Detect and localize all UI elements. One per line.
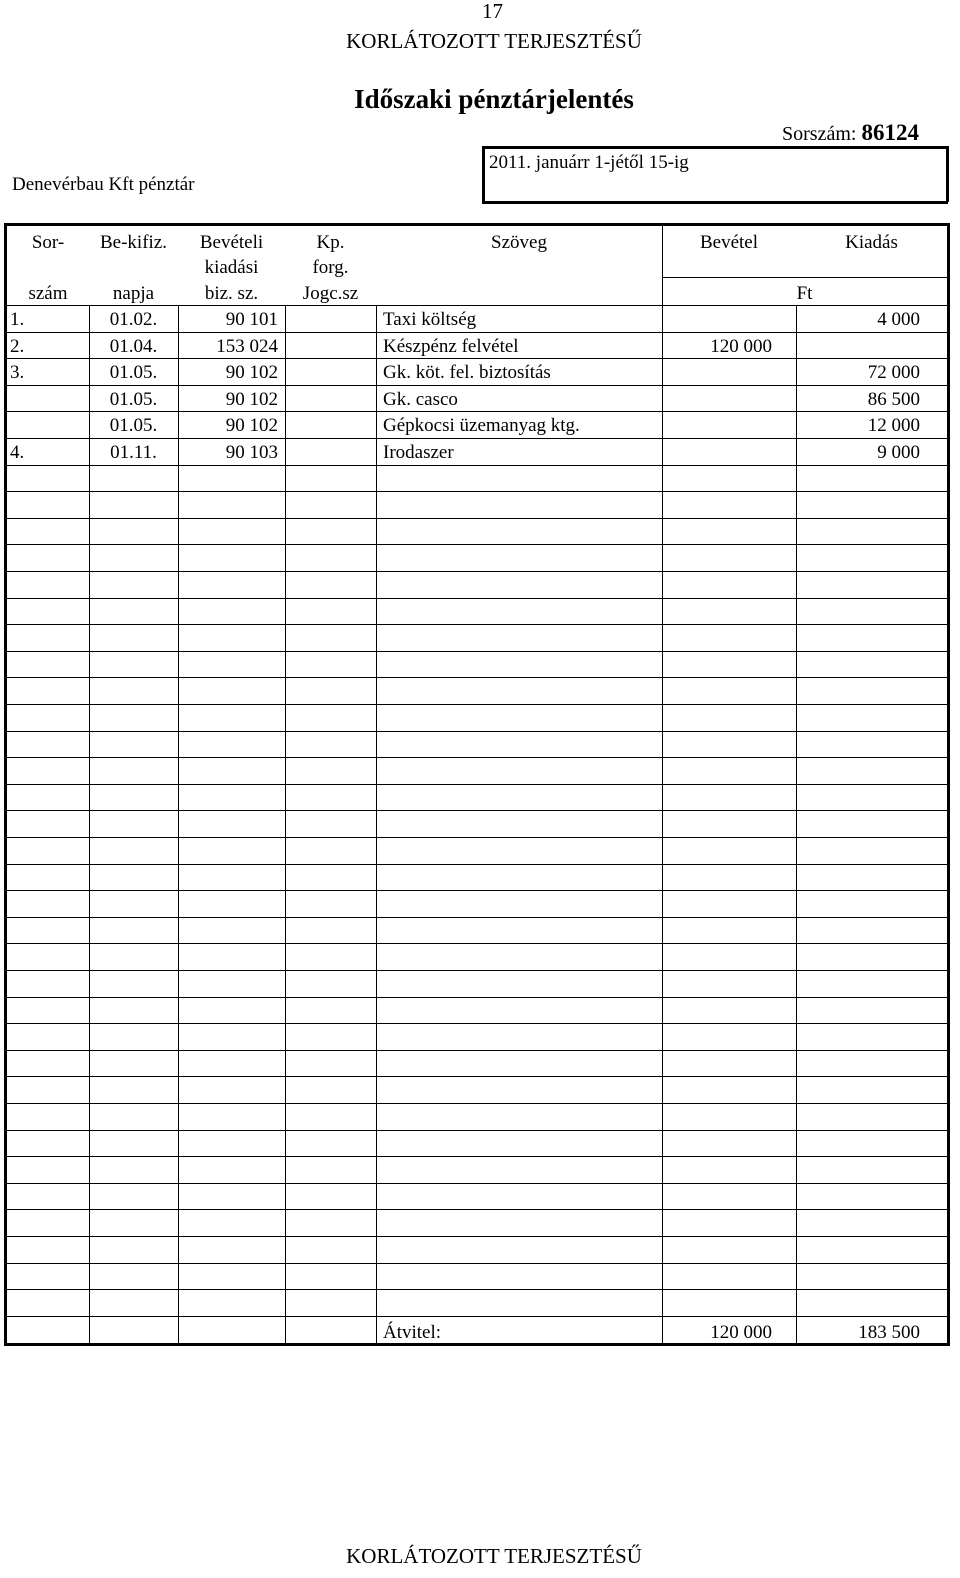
row-grid-line xyxy=(7,411,947,412)
period-box-right xyxy=(946,146,949,202)
header-kiadasi: kiadási xyxy=(204,257,259,278)
cell-sor: 2. xyxy=(10,336,25,357)
cell-szoveg: Irodaszer xyxy=(383,442,454,463)
row-grid-line xyxy=(7,864,947,865)
footer-kiadas-total: 183 500 xyxy=(858,1322,920,1343)
cell-sor: 4. xyxy=(10,442,25,463)
row-grid-line xyxy=(7,837,947,838)
row-grid-line xyxy=(7,571,947,572)
header-currency: Ft xyxy=(796,283,813,304)
cell-biz: 90 102 xyxy=(225,389,278,410)
cell-napja: 01.05. xyxy=(109,389,158,410)
cell-napja: 01.05. xyxy=(109,415,158,436)
row-grid-line xyxy=(7,757,947,758)
cell-szoveg: Gépkocsi üzemanyag ktg. xyxy=(383,415,580,436)
column-line-4 xyxy=(376,305,377,1343)
cell-biz: 153 024 xyxy=(216,336,278,357)
row-grid-line xyxy=(7,1103,947,1104)
table-border-right xyxy=(947,223,950,1346)
cell-napja: 01.11. xyxy=(110,442,157,463)
cell-sor: 1. xyxy=(10,309,25,330)
header-jogc: Jogc.sz xyxy=(302,283,359,304)
cell-szoveg: Gk. casco xyxy=(383,389,458,410)
header-bottom-line xyxy=(7,305,947,306)
row-grid-line xyxy=(7,1263,947,1264)
period-box-top xyxy=(482,146,948,149)
row-grid-line xyxy=(7,385,947,386)
header-kiadas: Kiadás xyxy=(845,232,898,253)
row-grid-line xyxy=(7,677,947,678)
cell-kiadas: 86 500 xyxy=(867,389,920,410)
cell-kiadas: 4 000 xyxy=(877,309,920,330)
cell-biz: 90 102 xyxy=(225,415,278,436)
restriction-notice-top: KORLÁTOZOTT TERJESZTÉSŰ xyxy=(346,29,642,53)
cell-napja: 01.05. xyxy=(109,362,158,383)
cell-sor: 3. xyxy=(10,362,25,383)
table-border-bottom xyxy=(4,1343,950,1346)
period-box-left xyxy=(482,146,485,202)
row-grid-line xyxy=(7,598,947,599)
cell-szoveg: Készpénz felvétel xyxy=(383,336,519,357)
cell-napja: 01.04. xyxy=(109,336,158,357)
row-grid-line xyxy=(7,810,947,811)
page-number: 17 xyxy=(482,0,503,23)
header-bekifiz: Be-kifiz. xyxy=(99,232,167,253)
row-grid-line xyxy=(7,1023,947,1024)
restriction-notice-bottom: KORLÁTOZOTT TERJESZTÉSŰ xyxy=(346,1544,642,1568)
row-grid-line xyxy=(7,1236,947,1237)
company-name: Denevérbau Kft pénztár xyxy=(12,174,195,195)
table-border-top xyxy=(4,223,950,226)
header-szam: szám xyxy=(28,283,68,304)
row-grid-line xyxy=(7,731,947,732)
cell-napja: 01.02. xyxy=(109,309,158,330)
row-grid-line xyxy=(7,1209,947,1210)
header-biz-sz: biz. sz. xyxy=(204,283,259,304)
footer-label: Átvitel: xyxy=(383,1322,442,1343)
row-grid-line xyxy=(7,890,947,891)
row-grid-line xyxy=(7,358,947,359)
row-grid-line xyxy=(7,1130,947,1131)
column-line-5 xyxy=(662,225,663,1346)
cell-bevetel: 120 000 xyxy=(710,336,772,357)
row-grid-line xyxy=(7,970,947,971)
row-grid-line xyxy=(7,491,947,492)
row-grid-line xyxy=(7,438,947,439)
cell-szoveg: Gk. köt. fel. biztosítás xyxy=(383,362,551,383)
cell-kiadas: 9 000 xyxy=(877,442,920,463)
row-grid-line xyxy=(7,1076,947,1077)
period-box-bottom xyxy=(482,201,948,204)
row-grid-line xyxy=(7,704,947,705)
row-grid-line xyxy=(7,943,947,944)
row-grid-line xyxy=(7,544,947,545)
report-period: 2011. januárr 1-jétől 15-ig xyxy=(489,152,689,173)
footer-bevetel-total: 120 000 xyxy=(710,1322,772,1343)
row-grid-line xyxy=(7,465,947,466)
serial-value: 86124 xyxy=(861,120,919,145)
row-grid-line xyxy=(7,332,947,333)
cell-kiadas: 12 000 xyxy=(867,415,920,436)
row-grid-line xyxy=(7,1183,947,1184)
header-bevetel: Bevétel xyxy=(699,232,759,253)
header-beveteli: Bevételi xyxy=(199,232,264,253)
row-grid-line xyxy=(7,1050,947,1051)
row-grid-line xyxy=(7,651,947,652)
row-grid-line xyxy=(7,1316,947,1317)
header-kp: Kp. xyxy=(316,232,345,253)
row-grid-line xyxy=(7,1289,947,1290)
cell-biz: 90 102 xyxy=(225,362,278,383)
serial-label: Sorszám: xyxy=(782,123,857,145)
row-grid-line xyxy=(7,917,947,918)
serial-number xyxy=(782,121,919,144)
cell-kiadas: 72 000 xyxy=(867,362,920,383)
cell-biz: 90 101 xyxy=(225,309,278,330)
header-divider-amounts xyxy=(662,277,947,278)
row-grid-line xyxy=(7,997,947,998)
row-grid-line xyxy=(7,784,947,785)
header-forg: forg. xyxy=(312,257,349,278)
cell-szoveg: Taxi költség xyxy=(383,309,477,330)
row-grid-line xyxy=(7,1156,947,1157)
header-sor: Sor- xyxy=(31,232,65,253)
row-grid-line xyxy=(7,624,947,625)
page-title: Időszaki pénztárjelentés xyxy=(354,84,634,114)
row-grid-line xyxy=(7,518,947,519)
header-napja: napja xyxy=(112,283,155,304)
column-line-3 xyxy=(285,305,286,1343)
header-szoveg: Szöveg xyxy=(491,232,547,253)
cell-biz: 90 103 xyxy=(225,442,278,463)
